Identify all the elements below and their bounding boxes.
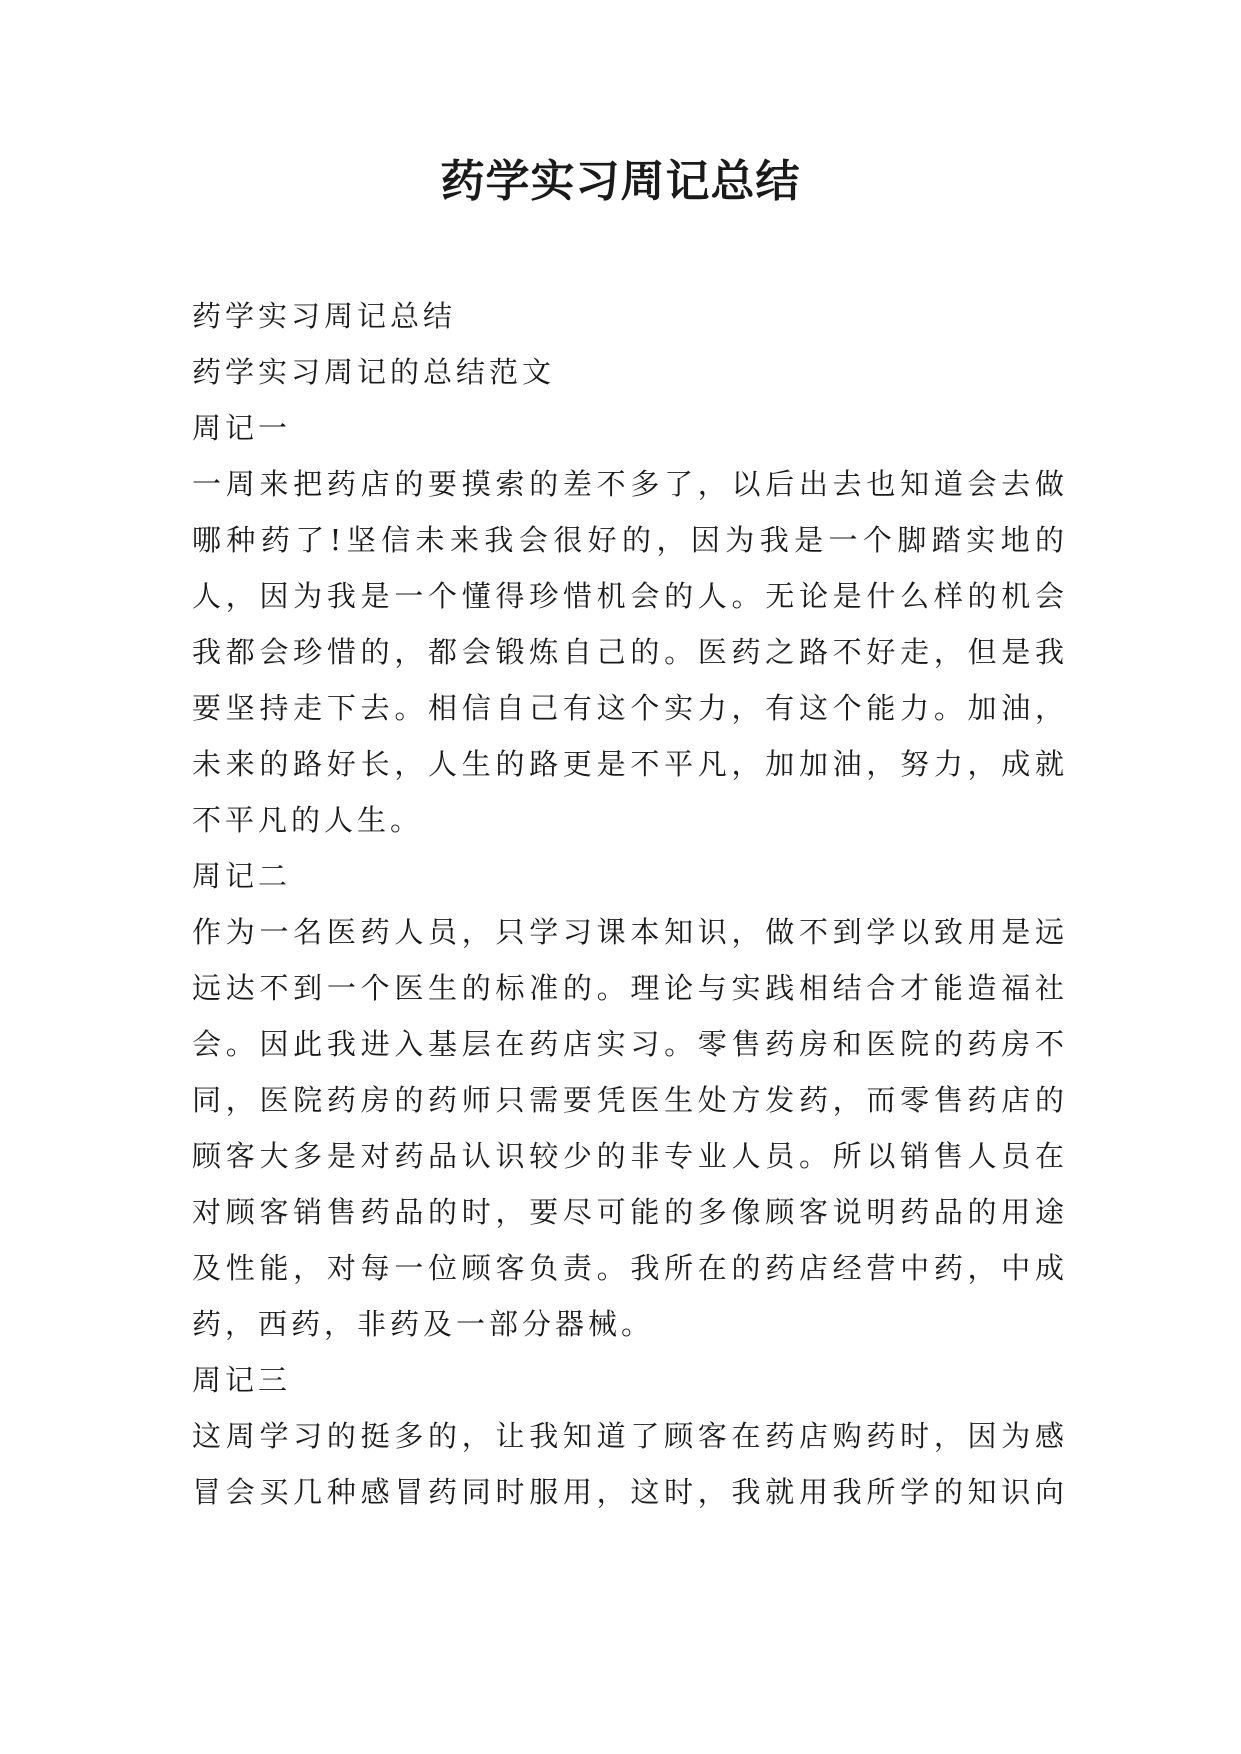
section-heading-line: 周记一 xyxy=(192,411,292,445)
paragraph-line: 作为一名医药人员，只学习课本知识，做不到学以致用是远 xyxy=(192,915,1068,949)
paragraph-line: 远达不到一个医生的标准的。理论与实践相结合才能造福社 xyxy=(192,971,1068,1005)
paragraph-line: 哪种药了!坚信未来我会很好的，因为我是一个脚踏实地的 xyxy=(192,523,1068,557)
document-body xyxy=(192,288,1068,1520)
paragraph-line: 未来的路好长，人生的路更是不平凡，加加油，努力，成就 xyxy=(192,747,1068,781)
paragraph-line: 这周学习的挺多的，让我知道了顾客在药店购药时，因为感 xyxy=(192,1419,1068,1453)
section-heading-line: 周记二 xyxy=(192,859,292,893)
paragraph-line: 同，医院药房的药师只需要凭医生处方发药，而零售药店的 xyxy=(192,1083,1068,1117)
paragraph-line: 会。因此我进入基层在药店实习。零售药房和医院的药房不 xyxy=(192,1027,1068,1061)
paragraph-line: 一周来把药店的要摸索的差不多了，以后出去也知道会去做 xyxy=(192,467,1068,501)
paragraph-line: 我都会珍惜的，都会锻炼自己的。医药之路不好走，但是我 xyxy=(192,635,1068,669)
paragraph-line: 药，西药，非药及一部分器械。 xyxy=(192,1307,655,1341)
paragraph-line: 及性能，对每一位顾客负责。我所在的药店经营中药，中成 xyxy=(192,1251,1068,1285)
section-heading-line: 药学实习周记的总结范文 xyxy=(192,355,556,389)
paragraph-line: 人，因为我是一个懂得珍惜机会的人。无论是什么样的机会 xyxy=(192,579,1068,613)
paragraph-line: 冒会买几种感冒药同时服用，这时，我就用我所学的知识向 xyxy=(192,1475,1068,1509)
section-heading-line: 药学实习周记总结 xyxy=(192,299,457,333)
paragraph-line: 不平凡的人生。 xyxy=(192,803,424,837)
paragraph-line: 对顾客销售药品的时，要尽可能的多像顾客说明药品的用途 xyxy=(192,1195,1068,1229)
document-title: 药学实习周记总结 xyxy=(440,156,801,207)
section-heading-line: 周记三 xyxy=(192,1363,292,1397)
paragraph-line: 顾客大多是对药品认识较少的非专业人员。所以销售人员在 xyxy=(192,1139,1068,1173)
paragraph-line: 要坚持走下去。相信自己有这个实力，有这个能力。加油， xyxy=(192,691,1068,725)
